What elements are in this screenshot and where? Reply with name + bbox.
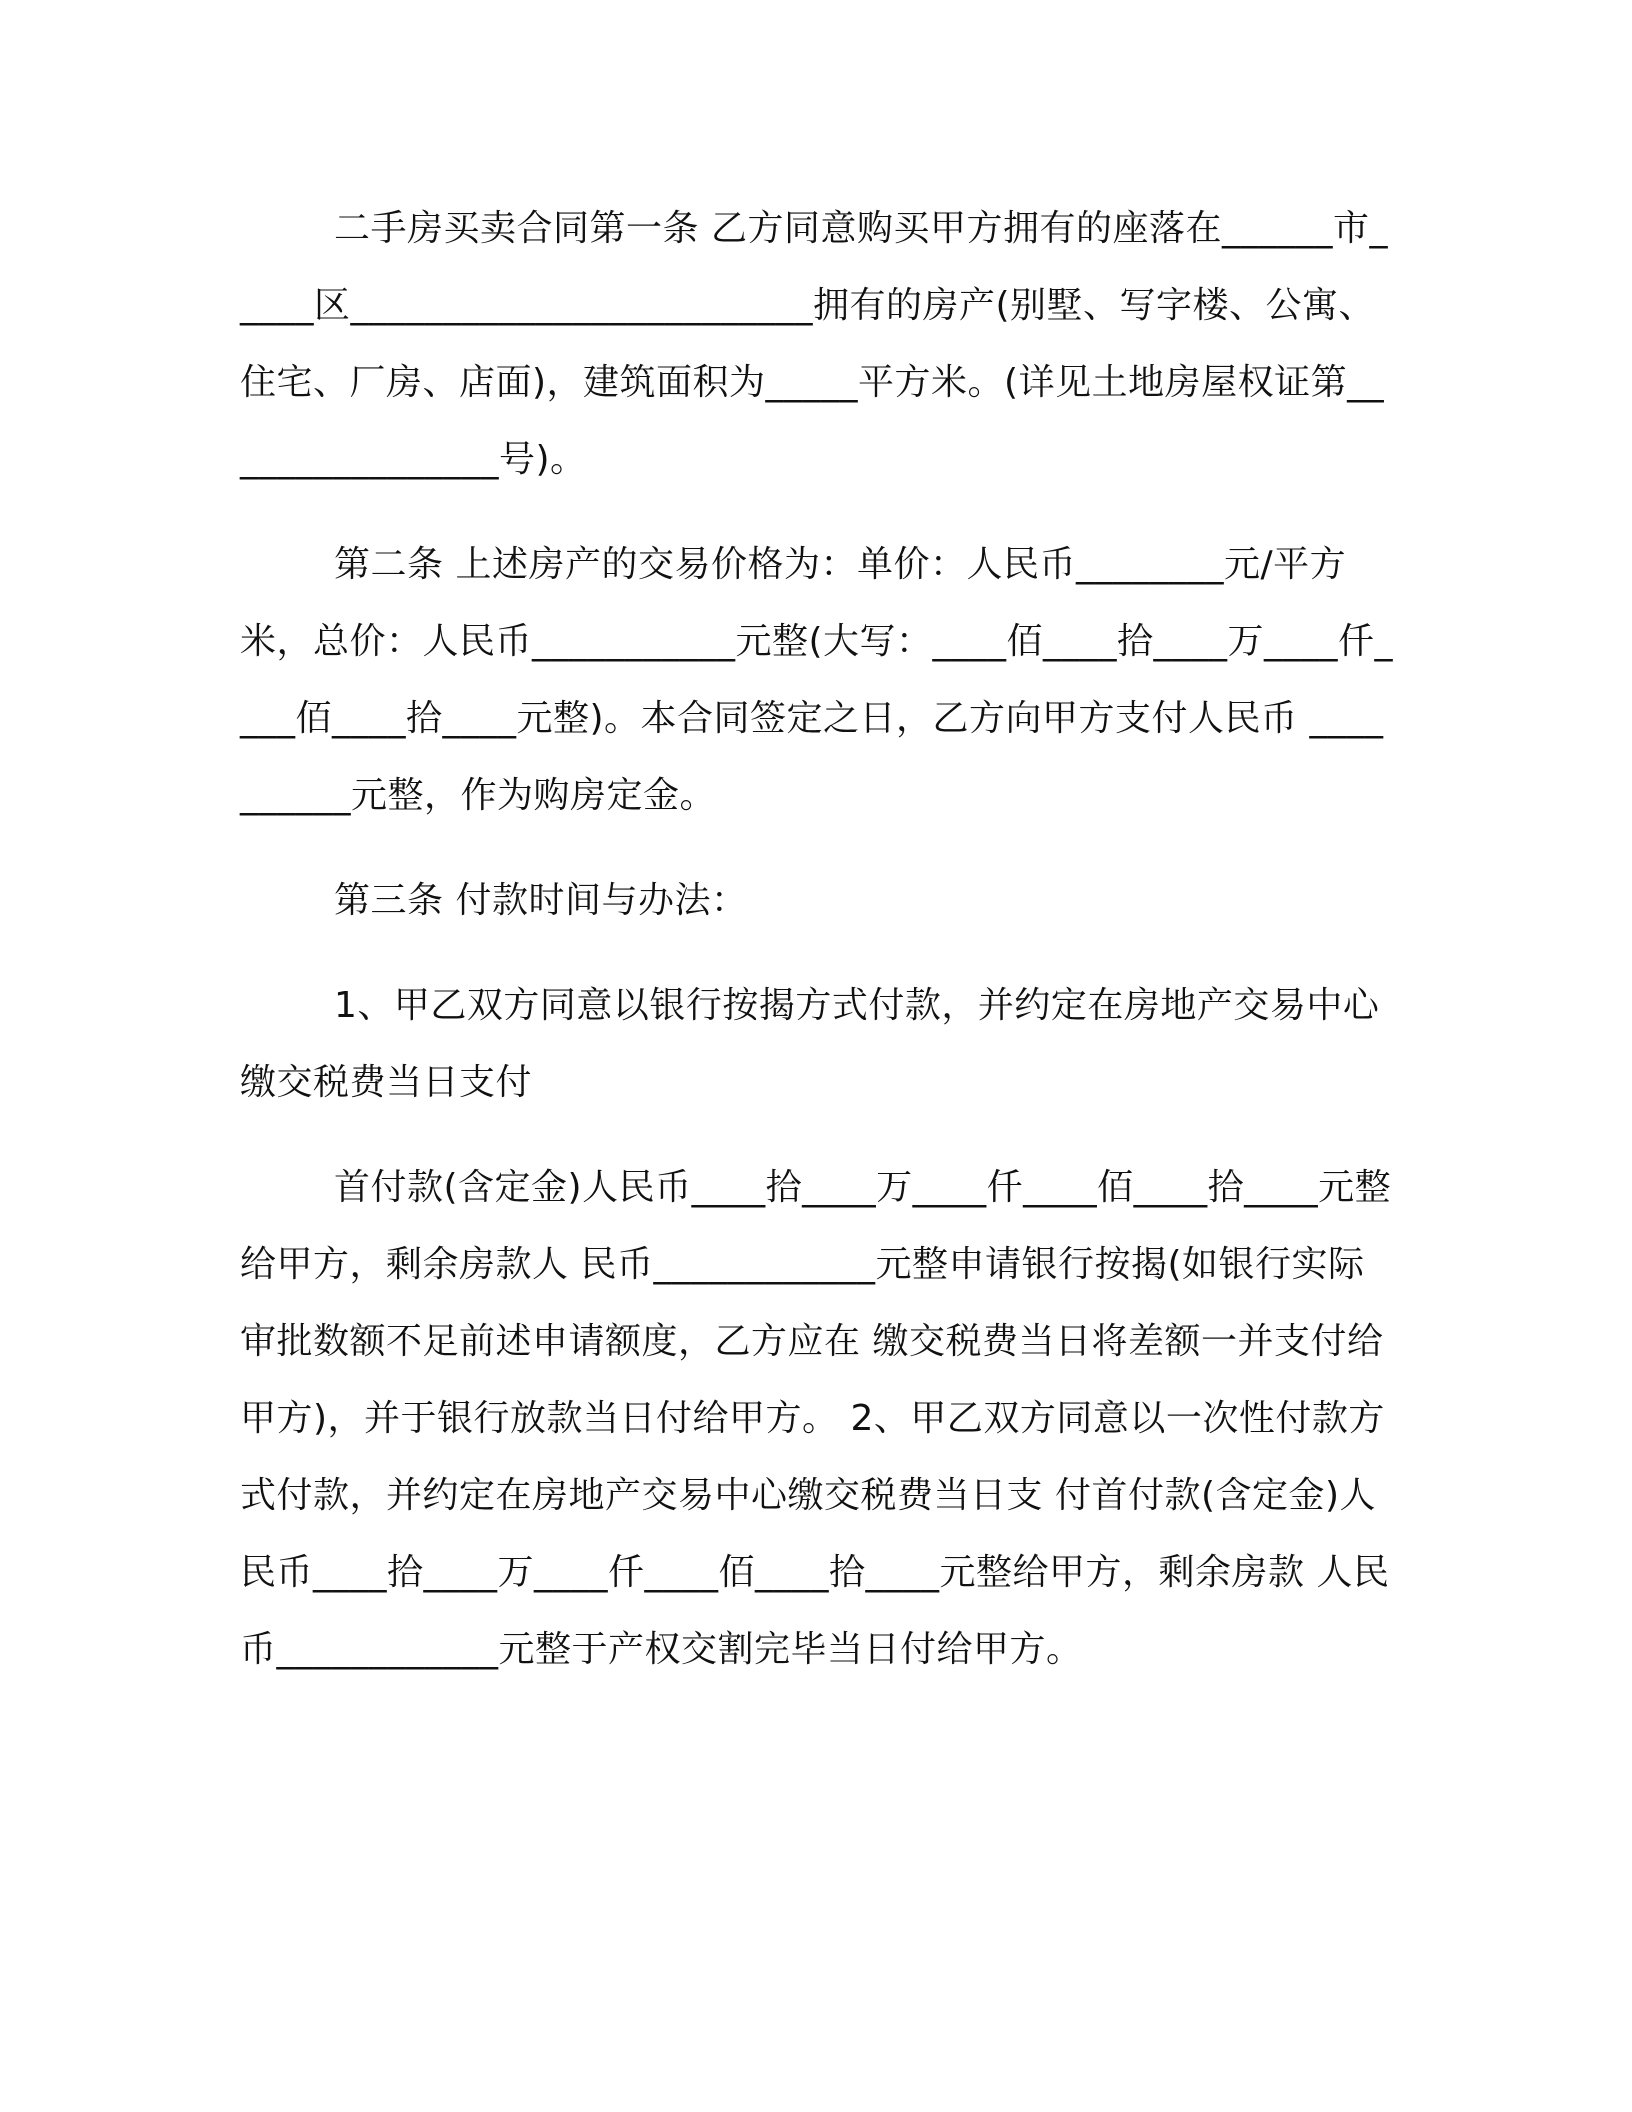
- payment-details-paragraph: 首付款(含定金)人民币____拾____万____仟____佰____拾____元整给甲方，剩余房款人 民币____________元整申请银行按揭(如银行实际审批数额不足前述申请额度，乙方应在 缴交税费当日将差额一并支付给甲方)，并于银行放款当日付给甲方。 2、甲乙双方同意以一次性付款方式付款，并约定在房地产交易中心缴交税费当日支 付首付款(含定金)人民币____拾____万____仟____佰____拾____元整给甲方，剩余房款 人民币____________元整于产权交割完毕当日付给甲方。: [240, 1167, 1392, 1670]
- clause-2-paragraph: 第二条 上述房产的交易价格为：单价：人民币________元/平方米，总价：人民币___________元整(大写：____佰____拾____万____仟____佰____拾____元整)。本合同签定之日，乙方向甲方支付人民币 __________元整，作为购房定金。: [240, 544, 1394, 816]
- clause-3-heading: 第三条 付款时间与办法：: [334, 880, 748, 921]
- clause-1-paragraph: 二手房买卖合同第一条 乙方同意购买甲方拥有的座落在______市_____区_________________________拥有的房产(别墅、写字楼、公寓、住宅、厂房、店面)，建筑面积为_____平方米。(详见土地房屋权证第________________号)。: [240, 208, 1388, 480]
- contract-body: [240, 190, 1400, 1716]
- payment-option-1-paragraph: 1、甲乙双方同意以银行按揭方式付款，并约定在房地产交易中心缴交税费当日支付: [240, 985, 1380, 1103]
